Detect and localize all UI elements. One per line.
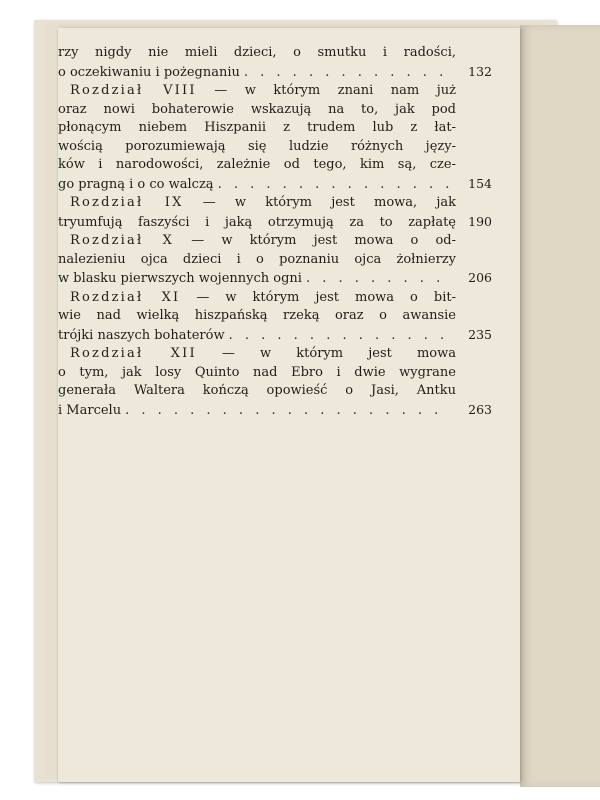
toc-line	[58, 156, 492, 175]
toc-text: ków i narodowości, zależnie od tego, kim są, cze-	[58, 157, 456, 172]
toc-entry-chapter-xi	[58, 289, 492, 346]
toc-text: — w którym znani nam już	[196, 83, 456, 98]
toc-line	[58, 82, 492, 101]
toc-entry-chapter-xii	[58, 345, 492, 420]
toc-text	[58, 289, 456, 308]
toc-line	[58, 326, 492, 346]
toc-text: w blasku pierwszych wojennych ogni	[58, 271, 302, 286]
leader-dots	[218, 176, 450, 195]
toc-entry-chapter-ix	[58, 194, 492, 232]
toc-text	[58, 82, 456, 101]
toc-line	[58, 345, 492, 364]
toc-entry-chapter-viii	[58, 82, 492, 194]
toc-text: generała Waltera kończą opowieść o Jasi, Antku	[58, 383, 456, 398]
toc-text: — w którym jest mowa	[196, 346, 456, 361]
toc-text: trójki naszych bohaterów	[58, 327, 225, 343]
toc-line	[58, 119, 492, 138]
toc-text: rzy nigdy nie mieli dzieci, o smutku i radości,	[58, 45, 456, 60]
toc-text: wie nad wielką hiszpańską rzeką oraz o awansie	[58, 308, 456, 323]
leader-dots	[244, 64, 450, 83]
toc-text	[58, 232, 456, 251]
leader-dots	[125, 402, 450, 421]
toc-text: o oczekiwaniu i pożegnaniu	[58, 64, 240, 80]
toc-page-number: 235	[468, 326, 492, 342]
toc-line	[58, 289, 492, 308]
leader-dots	[229, 327, 450, 346]
toc-line	[58, 138, 492, 157]
toc-text: o tym, jak losy Quinto nad Ebro i dwie wygrane	[58, 364, 456, 380]
toc-line	[58, 307, 492, 326]
toc-line	[58, 382, 492, 401]
facing-page	[520, 25, 600, 787]
toc-line	[58, 269, 492, 289]
toc-text: nalezieniu ojca dzieci i o poznaniu ojca żołnierzy	[58, 251, 456, 267]
toc-line	[58, 213, 492, 233]
toc-line	[58, 232, 492, 251]
toc-line	[58, 401, 492, 421]
toc-line	[58, 251, 492, 270]
toc-text	[58, 194, 456, 213]
toc-line	[58, 175, 492, 195]
toc-text: wością porozumiewają się ludzie różnych języ-	[58, 138, 456, 154]
chapter-label: Rozdział XII	[70, 346, 197, 361]
toc-line	[58, 364, 492, 383]
toc-line	[58, 194, 492, 213]
toc-text: — w którym jest mowa o od-	[174, 233, 456, 248]
toc-text	[58, 345, 456, 364]
toc-line	[58, 44, 492, 63]
toc-page-number: 206	[468, 270, 492, 285]
toc-page-number: 190	[468, 213, 492, 229]
toc-text: i Marcelu	[58, 402, 122, 418]
toc-page-number: 132	[468, 63, 492, 79]
table-of-contents	[58, 44, 492, 420]
toc-line	[58, 101, 492, 120]
toc-text: — w którym jest mowa, jak	[183, 195, 456, 210]
leader-dots	[306, 270, 450, 289]
toc-text: tryumfują faszyści i jaką otrzymują za to zapłatę	[58, 214, 456, 230]
chapter-label: Rozdział X	[70, 233, 175, 248]
toc-page-number: 154	[468, 175, 492, 191]
toc-page-number: 263	[468, 401, 492, 417]
toc-line	[58, 63, 492, 83]
toc-text: oraz nowi bohaterowie wskazują na to, jak pod	[58, 101, 456, 117]
toc-entry-continuation	[58, 44, 492, 82]
toc-text: go pragną i o co walczą	[58, 176, 214, 192]
chapter-label: Rozdział VIII	[70, 83, 197, 98]
toc-text: — w którym jest mowa o bit-	[180, 289, 456, 305]
chapter-label: Rozdział IX	[70, 195, 184, 210]
chapter-label: Rozdział XI	[70, 289, 181, 305]
toc-entry-chapter-x	[58, 232, 492, 289]
toc-text: płonącym niebem Hiszpanii z trudem lub z łat-	[58, 120, 456, 135]
